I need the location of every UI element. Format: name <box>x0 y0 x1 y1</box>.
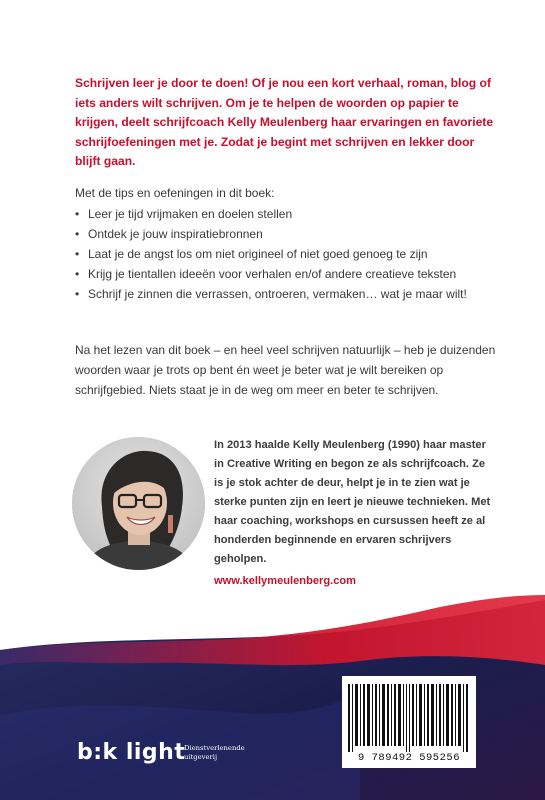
list-item-text: Krijg je tientallen ideeën voor verhalen en/of andere creatieve teksten <box>88 267 457 281</box>
bullet: • <box>75 267 80 281</box>
list-item <box>75 244 500 264</box>
list-item <box>75 264 500 284</box>
list-item-text: Schrijf je zinnen die verrassen, ontroeren, vermaken… wat je maar wilt! <box>88 287 467 301</box>
isbn-number: 9 789492 595256 <box>357 752 460 764</box>
author-bio: In 2013 haalde Kelly Meulenberg (1990) haar master in Creative Writing en begon ze als schrijfcoach. Ze is je stok achter de deur, helpt je in te zien wat je sterke punten zijn en leert je nieuwe technieken. Met haar coaching, workshops en cursussen heeft ze al honderden beginnende en ervaren schrijvers geholpen. <box>214 439 491 565</box>
bullet: • <box>75 207 80 221</box>
list-item <box>75 204 500 224</box>
author-photo <box>72 437 205 570</box>
list-item-text: Laat je de angst los om niet origineel of niet goed genoeg te zijn <box>88 247 428 261</box>
bullet: • <box>75 227 80 241</box>
tips-heading: Met de tips en oefeningen in dit boek: <box>75 186 275 200</box>
list-item-text: Ontdek je jouw inspiratiebronnen <box>88 227 263 241</box>
publisher-tagline: Dienstverlenende uitgeverij <box>184 744 245 761</box>
list-item <box>75 224 500 244</box>
tips-list <box>75 204 500 304</box>
bullet: • <box>75 247 80 261</box>
publisher-logo: b:k light <box>77 740 186 765</box>
list-item-text: Leer je tijd vrijmaken en doelen stellen <box>88 207 293 221</box>
bullet: • <box>75 287 80 301</box>
list-item <box>75 284 500 304</box>
author-website-link[interactable]: www.kellymeulenberg.com <box>214 575 357 587</box>
barcode <box>342 676 476 768</box>
closing-text: Na het lezen van dit boek – en heel veel schrijven natuurlijk – heb je duizenden woorden waar je trots op bent én weet je beter wat je wilt bereiken op schrijfgebied. Niets staat je in de weg om meer en beter te schrijven. <box>75 343 496 397</box>
barcode-bars <box>348 684 470 752</box>
intro-text: Schrijven leer je door te doen! Of je nou een kort verhaal, roman, blog of iets anders wilt schrijven. Om je te helpen de woorden op papier te krijgen, deelt schrijfcoach Kelly Meulenberg haar ervaringen en favoriete schrijfoefeningen met je. Zodat je begint met schrijven en lekker door blijft gaan. <box>75 76 494 169</box>
